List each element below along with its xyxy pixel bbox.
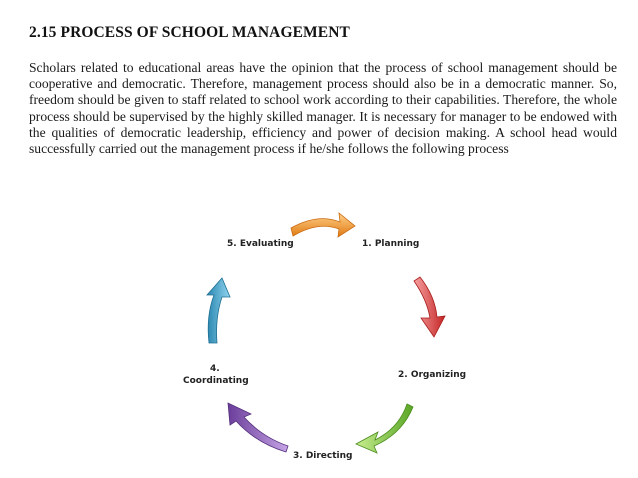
step-label-evaluating: 5. Evaluating xyxy=(227,239,294,249)
step-label-planning: 1. Planning xyxy=(362,239,420,249)
step-label-coordinating-number: 4. xyxy=(210,364,220,374)
section-paragraph: Scholars related to educational areas have the opinion that the process of school management should be cooperative and democratic. Therefore, management process should also be in a democratic manner. So, freedom should be given to staff related to school work according to their capabilities. Therefore, the whole process should be supervised by the highly skilled manager. It is necessary for manager to be endowed with the qualities of democratic leadership, efficiency and power of decision making. A school head would successfully carried out the management process if he/she follows the following process xyxy=(29,60,617,157)
step-label-coordinating: Coordinating xyxy=(183,376,249,386)
step-label-organizing: 2. Organizing xyxy=(398,370,467,380)
arrow-coordinating-to-evaluating-icon xyxy=(207,278,230,343)
arrow-organizing-to-directing-icon xyxy=(356,404,413,453)
arrow-evaluating-to-planning-icon xyxy=(291,213,355,237)
step-label-directing: 3. Directing xyxy=(293,451,353,461)
section-heading: 2.15 PROCESS OF SCHOOL MANAGEMENT xyxy=(29,24,350,41)
arrow-planning-to-organizing-icon xyxy=(414,277,445,337)
arrow-directing-to-coordinating-icon xyxy=(228,403,288,452)
